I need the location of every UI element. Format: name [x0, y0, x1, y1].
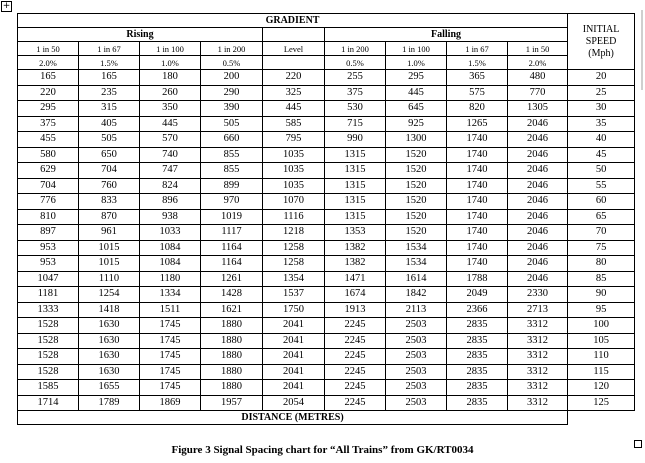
distance-cell: 445 — [263, 101, 325, 117]
percent-header-cell — [263, 56, 325, 70]
distance-cell: 2245 — [325, 318, 386, 334]
distance-cell: 445 — [140, 116, 201, 132]
table-row — [18, 85, 635, 101]
distance-footer: DISTANCE (METRES) — [18, 411, 568, 425]
distance-cell: 2245 — [325, 333, 386, 349]
distance-cell: 350 — [140, 101, 201, 117]
distance-cell: 295 — [18, 101, 79, 117]
speed-cell: 35 — [568, 116, 635, 132]
speed-cell: 55 — [568, 178, 635, 194]
distance-cell: 3312 — [508, 380, 568, 396]
distance-cell: 1315 — [325, 194, 386, 210]
distance-cell: 3312 — [508, 395, 568, 411]
distance-cell: 295 — [386, 70, 447, 86]
speed-cell: 120 — [568, 380, 635, 396]
distance-cell: 2503 — [386, 364, 447, 380]
distance-cell: 2046 — [508, 256, 568, 272]
distance-cell: 2245 — [325, 380, 386, 396]
distance-cell: 2046 — [508, 116, 568, 132]
distance-cell: 2835 — [447, 395, 508, 411]
distance-cell: 2835 — [447, 333, 508, 349]
speed-cell: 50 — [568, 163, 635, 179]
table-row — [18, 101, 635, 117]
distance-cell: 570 — [140, 132, 201, 148]
distance-cell: 953 — [18, 256, 79, 272]
distance-cell: 1258 — [263, 240, 325, 256]
distance-cell: 2041 — [263, 349, 325, 365]
distance-cell: 1630 — [79, 364, 140, 380]
distance-cell: 970 — [201, 194, 263, 210]
table-row — [18, 318, 635, 334]
distance-cell: 1750 — [263, 302, 325, 318]
distance-cell: 870 — [79, 209, 140, 225]
distance-cell: 2046 — [508, 163, 568, 179]
speed-cell: 100 — [568, 318, 635, 334]
distance-cell: 1534 — [386, 256, 447, 272]
distance-cell: 220 — [263, 70, 325, 86]
table-row — [18, 209, 635, 225]
distance-cell: 2046 — [508, 209, 568, 225]
level-spacer — [263, 28, 325, 42]
distance-cell: 1957 — [201, 395, 263, 411]
distance-cell: 1181 — [18, 287, 79, 303]
distance-cell: 2713 — [508, 302, 568, 318]
distance-cell: 855 — [201, 147, 263, 163]
distance-cell: 1621 — [201, 302, 263, 318]
distance-cell: 1033 — [140, 225, 201, 241]
speed-cell: 125 — [568, 395, 635, 411]
distance-cell: 405 — [79, 116, 140, 132]
distance-cell: 1880 — [201, 364, 263, 380]
distance-cell: 2046 — [508, 240, 568, 256]
percent-header-cell: 2.0% — [508, 56, 568, 70]
distance-cell: 1880 — [201, 349, 263, 365]
distance-cell: 1035 — [263, 147, 325, 163]
gradient-header-cell: 1 in 50 — [18, 42, 79, 56]
speed-header-line1: INITIAL — [582, 23, 620, 35]
distance-cell: 1334 — [140, 287, 201, 303]
speed-cell: 20 — [568, 70, 635, 86]
distance-cell: 645 — [386, 101, 447, 117]
distance-cell: 1218 — [263, 225, 325, 241]
distance-cell: 2041 — [263, 364, 325, 380]
distance-cell: 1070 — [263, 194, 325, 210]
table-row — [18, 256, 635, 272]
speed-cell: 40 — [568, 132, 635, 148]
table-row — [18, 178, 635, 194]
distance-cell: 770 — [508, 85, 568, 101]
distance-cell: 1528 — [18, 364, 79, 380]
distance-cell: 1520 — [386, 163, 447, 179]
percent-header-cell: 0.5% — [201, 56, 263, 70]
speed-cell: 90 — [568, 287, 635, 303]
title-row — [18, 14, 635, 28]
distance-cell: 1674 — [325, 287, 386, 303]
distance-cell: 1035 — [263, 178, 325, 194]
table-row — [18, 333, 635, 349]
distance-cell: 925 — [386, 116, 447, 132]
distance-cell: 1315 — [325, 147, 386, 163]
distance-cell: 2835 — [447, 349, 508, 365]
table-row — [18, 132, 635, 148]
distance-cell: 1305 — [508, 101, 568, 117]
distance-cell: 740 — [140, 147, 201, 163]
speed-cell: 105 — [568, 333, 635, 349]
distance-cell: 580 — [18, 147, 79, 163]
speed-cell: 85 — [568, 271, 635, 287]
table-row — [18, 163, 635, 179]
gradient-ratio-row — [18, 42, 635, 56]
table-row — [18, 116, 635, 132]
distance-cell: 1745 — [140, 364, 201, 380]
table-row — [18, 395, 635, 411]
distance-cell: 2835 — [447, 364, 508, 380]
distance-cell: 660 — [201, 132, 263, 148]
distance-cell: 1164 — [201, 240, 263, 256]
distance-cell: 1655 — [79, 380, 140, 396]
distance-cell: 1015 — [79, 240, 140, 256]
distance-cell: 795 — [263, 132, 325, 148]
distance-cell: 2330 — [508, 287, 568, 303]
distance-cell: 1258 — [263, 256, 325, 272]
distance-cell: 715 — [325, 116, 386, 132]
distance-cell: 2046 — [508, 147, 568, 163]
distance-cell: 3312 — [508, 349, 568, 365]
speed-cell: 115 — [568, 364, 635, 380]
distance-cell: 899 — [201, 178, 263, 194]
speed-cell: 70 — [568, 225, 635, 241]
gradient-header-cell: 1 in 200 — [201, 42, 263, 56]
gradient-header-cell: 1 in 100 — [386, 42, 447, 56]
distance-cell: 2835 — [447, 380, 508, 396]
table-row — [18, 364, 635, 380]
rising-label: Rising — [18, 28, 263, 42]
distance-cell: 629 — [18, 163, 79, 179]
distance-cell: 2503 — [386, 380, 447, 396]
distance-cell: 1585 — [18, 380, 79, 396]
distance-cell: 2046 — [508, 178, 568, 194]
distance-cell: 704 — [79, 163, 140, 179]
distance-cell: 165 — [18, 70, 79, 86]
percent-header-cell: 1.0% — [386, 56, 447, 70]
distance-cell: 1869 — [140, 395, 201, 411]
distance-cell: 833 — [79, 194, 140, 210]
distance-cell: 776 — [18, 194, 79, 210]
distance-cell: 3312 — [508, 333, 568, 349]
distance-cell: 990 — [325, 132, 386, 148]
distance-cell: 2245 — [325, 364, 386, 380]
speed-cell: 65 — [568, 209, 635, 225]
distance-cell: 505 — [201, 116, 263, 132]
table-row — [18, 349, 635, 365]
distance-cell: 1537 — [263, 287, 325, 303]
distance-cell: 2503 — [386, 395, 447, 411]
distance-cell: 2503 — [386, 349, 447, 365]
table-row — [18, 147, 635, 163]
signal-spacing-table — [17, 13, 635, 425]
speed-cell: 30 — [568, 101, 635, 117]
distance-cell: 480 — [508, 70, 568, 86]
distance-cell: 1353 — [325, 225, 386, 241]
distance-cell: 1745 — [140, 333, 201, 349]
distance-cell: 938 — [140, 209, 201, 225]
distance-cell: 315 — [79, 101, 140, 117]
distance-cell: 1788 — [447, 271, 508, 287]
distance-cell: 1740 — [447, 194, 508, 210]
distance-cell: 1511 — [140, 302, 201, 318]
speed-cell: 110 — [568, 349, 635, 365]
distance-cell: 1265 — [447, 116, 508, 132]
distance-cell: 1117 — [201, 225, 263, 241]
distance-cell: 1630 — [79, 333, 140, 349]
distance-cell: 1740 — [447, 163, 508, 179]
distance-cell: 820 — [447, 101, 508, 117]
distance-cell: 810 — [18, 209, 79, 225]
speed-cell: 45 — [568, 147, 635, 163]
gradient-header-cell: 1 in 50 — [508, 42, 568, 56]
gradient-title: GRADIENT — [18, 14, 568, 28]
percent-header-cell: 1.5% — [79, 56, 140, 70]
distance-cell: 1740 — [447, 209, 508, 225]
distance-cell: 1110 — [79, 271, 140, 287]
distance-cell: 2054 — [263, 395, 325, 411]
distance-cell: 2041 — [263, 318, 325, 334]
distance-cell: 575 — [447, 85, 508, 101]
distance-cell: 824 — [140, 178, 201, 194]
speed-cell: 80 — [568, 256, 635, 272]
distance-cell: 1520 — [386, 225, 447, 241]
table-row — [18, 70, 635, 86]
gradient-header-cell: 1 in 100 — [140, 42, 201, 56]
distance-cell: 2046 — [508, 194, 568, 210]
distance-cell: 704 — [18, 178, 79, 194]
gradient-header-cell: Level — [263, 42, 325, 56]
distance-cell: 180 — [140, 70, 201, 86]
distance-cell: 953 — [18, 240, 79, 256]
distance-cell: 1520 — [386, 209, 447, 225]
gradient-header-cell: 1 in 67 — [447, 42, 508, 56]
distance-cell: 1116 — [263, 209, 325, 225]
distance-cell: 1300 — [386, 132, 447, 148]
distance-cell: 961 — [79, 225, 140, 241]
distance-cell: 1035 — [263, 163, 325, 179]
distance-cell: 445 — [386, 85, 447, 101]
distance-cell: 1315 — [325, 163, 386, 179]
distance-cell: 1740 — [447, 132, 508, 148]
distance-cell: 1740 — [447, 178, 508, 194]
distance-cell: 2046 — [508, 132, 568, 148]
initial-speed-header — [568, 14, 635, 70]
distance-cell: 530 — [325, 101, 386, 117]
gradient-header-cell: 1 in 67 — [79, 42, 140, 56]
distance-cell: 1019 — [201, 209, 263, 225]
speed-cell: 60 — [568, 194, 635, 210]
speed-header-line2: SPEED — [585, 35, 617, 47]
distance-cell: 1913 — [325, 302, 386, 318]
distance-cell: 1740 — [447, 225, 508, 241]
distance-cell: 855 — [201, 163, 263, 179]
distance-cell: 1528 — [18, 333, 79, 349]
distance-cell: 1015 — [79, 256, 140, 272]
distance-cell: 2835 — [447, 318, 508, 334]
distance-cell: 375 — [18, 116, 79, 132]
speed-header-line3: (Mph) — [588, 47, 614, 59]
distance-cell: 2113 — [386, 302, 447, 318]
distance-cell: 1740 — [447, 147, 508, 163]
table-row — [18, 240, 635, 256]
falling-label: Falling — [325, 28, 568, 42]
percent-header-cell: 1.0% — [140, 56, 201, 70]
distance-cell: 1520 — [386, 194, 447, 210]
distance-cell: 200 — [201, 70, 263, 86]
distance-cell: 1880 — [201, 333, 263, 349]
distance-cell: 1382 — [325, 256, 386, 272]
speed-cell: 95 — [568, 302, 635, 318]
table-move-handle-icon[interactable]: + — [2, 1, 11, 11]
distance-cell: 2366 — [447, 302, 508, 318]
distance-cell: 1254 — [79, 287, 140, 303]
distance-cell: 255 — [325, 70, 386, 86]
distance-cell: 1261 — [201, 271, 263, 287]
distance-cell: 1428 — [201, 287, 263, 303]
distance-cell: 325 — [263, 85, 325, 101]
distance-cell: 585 — [263, 116, 325, 132]
percent-header-cell: 1.5% — [447, 56, 508, 70]
distance-cell: 1528 — [18, 349, 79, 365]
distance-cell: 1382 — [325, 240, 386, 256]
distance-cell: 1471 — [325, 271, 386, 287]
distance-cell: 1528 — [18, 318, 79, 334]
distance-cell: 1534 — [386, 240, 447, 256]
distance-cell: 650 — [79, 147, 140, 163]
table-resize-handle[interactable] — [634, 440, 642, 448]
distance-cell: 1084 — [140, 256, 201, 272]
distance-cell: 235 — [79, 85, 140, 101]
distance-cell: 2245 — [325, 395, 386, 411]
distance-cell: 1333 — [18, 302, 79, 318]
distance-cell: 1880 — [201, 380, 263, 396]
distance-cell: 455 — [18, 132, 79, 148]
table-row — [18, 225, 635, 241]
table-row — [18, 194, 635, 210]
distance-cell: 1630 — [79, 349, 140, 365]
distance-cell: 390 — [201, 101, 263, 117]
distance-cell: 165 — [79, 70, 140, 86]
gradient-header-cell: 1 in 200 — [325, 42, 386, 56]
distance-cell: 2503 — [386, 333, 447, 349]
distance-cell: 365 — [447, 70, 508, 86]
distance-cell: 260 — [140, 85, 201, 101]
distance-cell: 3312 — [508, 318, 568, 334]
percent-header-cell: 0.5% — [325, 56, 386, 70]
distance-cell: 1714 — [18, 395, 79, 411]
distance-cell: 747 — [140, 163, 201, 179]
table-row — [18, 287, 635, 303]
distance-cell: 1418 — [79, 302, 140, 318]
speed-cell: 25 — [568, 85, 635, 101]
distance-cell: 2503 — [386, 318, 447, 334]
distance-cell: 1084 — [140, 240, 201, 256]
distance-cell: 2049 — [447, 287, 508, 303]
distance-cell: 3312 — [508, 364, 568, 380]
footer-row — [18, 411, 635, 425]
speed-cell: 75 — [568, 240, 635, 256]
distance-cell: 505 — [79, 132, 140, 148]
distance-cell: 1164 — [201, 256, 263, 272]
distance-cell: 760 — [79, 178, 140, 194]
distance-cell: 375 — [325, 85, 386, 101]
distance-cell: 897 — [18, 225, 79, 241]
distance-cell: 1315 — [325, 178, 386, 194]
distance-cell: 2245 — [325, 349, 386, 365]
distance-cell: 1315 — [325, 209, 386, 225]
distance-cell: 1745 — [140, 318, 201, 334]
distance-cell: 1630 — [79, 318, 140, 334]
distance-cell: 220 — [18, 85, 79, 101]
section-row — [18, 28, 635, 42]
distance-cell: 1842 — [386, 287, 447, 303]
distance-cell: 1614 — [386, 271, 447, 287]
table-row — [18, 380, 635, 396]
table-row — [18, 271, 635, 287]
distance-cell: 896 — [140, 194, 201, 210]
table-row — [18, 302, 635, 318]
distance-cell: 1520 — [386, 147, 447, 163]
distance-cell: 1880 — [201, 318, 263, 334]
distance-cell: 1740 — [447, 256, 508, 272]
distance-cell: 1745 — [140, 380, 201, 396]
distance-cell: 1740 — [447, 240, 508, 256]
distance-cell: 2041 — [263, 380, 325, 396]
distance-cell: 1520 — [386, 178, 447, 194]
distance-cell: 1789 — [79, 395, 140, 411]
scrollbar-track[interactable] — [641, 10, 643, 90]
percent-header-cell: 2.0% — [18, 56, 79, 70]
gradient-percent-row — [18, 56, 635, 70]
distance-cell: 1047 — [18, 271, 79, 287]
distance-cell: 290 — [201, 85, 263, 101]
distance-cell: 1745 — [140, 349, 201, 365]
distance-cell: 1354 — [263, 271, 325, 287]
distance-cell: 2046 — [508, 271, 568, 287]
distance-cell: 2041 — [263, 333, 325, 349]
figure-caption: Figure 3 Signal Spacing chart for “All Trains” from GK/RT0034 — [171, 444, 474, 456]
distance-cell: 1180 — [140, 271, 201, 287]
distance-cell: 2046 — [508, 225, 568, 241]
